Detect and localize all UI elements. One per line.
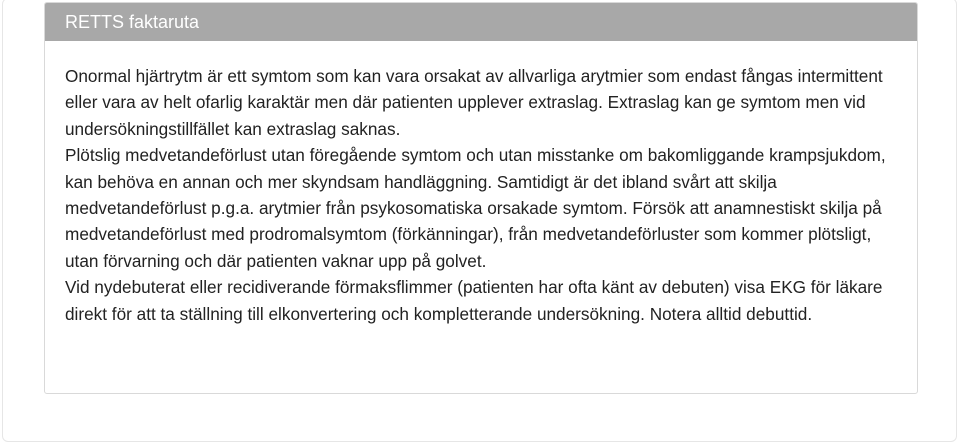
fact-box-header — [45, 3, 917, 41]
paragraph-atrial-fibrillation: Vid nydebuterat eller recidiverande förmaksflimmer (patienten har ofta känt av debuten) visa EKG för läkare direkt för att ta ställning till elkonvertering och kompletterande undersökning. Notera alltid debuttid. — [65, 277, 883, 324]
paragraph-abnormal-rhythm: Onormal hjärtrytm är ett symtom som kan vara orsakat av allvarliga arytmier som endast fångas intermittent eller vara av helt ofarlig karaktär men där patienten upplever extraslag. Extraslag kan ge symtom men vid undersökningstillfället kan extraslag saknas. — [65, 66, 883, 139]
fact-box-body — [45, 41, 917, 327]
paragraph-loss-of-consciousness: Plötslig medvetandeförlust utan föregående symtom och utan misstanke om bakomliggande krampsjukdom, kan behöva en annan och mer skyndsam handläggning. Samtidigt är det ibland svårt att skilja medvetandeförlust p.g.a. arytmier från psykosomatiska orsakade symtom. Försök att anamnestiskt skilja på medvetandeförlust med prodromalsymtom (förkänningar), från medvetandeförluster som kommer plötsligt, utan förvarning och där patienten vaknar upp på golvet. — [65, 145, 886, 271]
fact-box — [44, 2, 918, 394]
fact-box-title: RETTS faktaruta — [65, 12, 200, 32]
